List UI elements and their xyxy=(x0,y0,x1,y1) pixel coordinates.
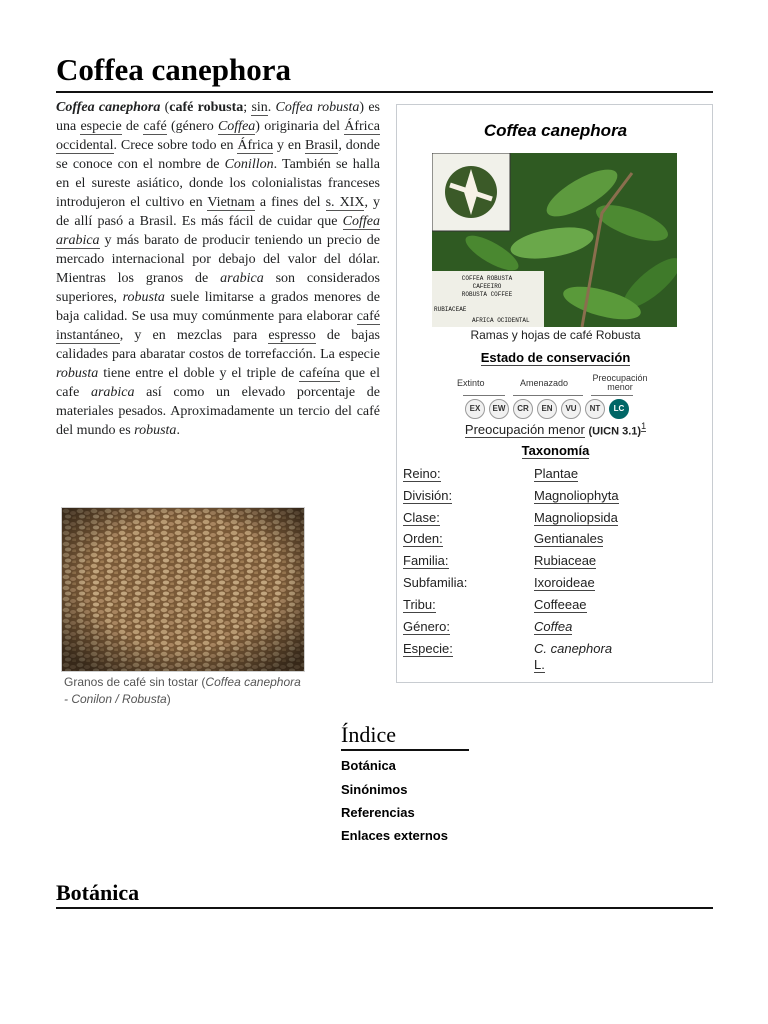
page-title: Coffea canephora xyxy=(56,52,292,87)
link-coffea-arabica[interactable]: Coffea arabica xyxy=(56,214,380,248)
coffee-beans-image[interactable] xyxy=(61,507,305,672)
rank-link[interactable]: Especie: xyxy=(403,641,453,656)
coffee-plant-image[interactable]: COFFEA ROBUSTA CAFEEIRO ROBUSTA COFFEE RUBIACEAE AFRICA OCIDENTAL xyxy=(432,153,677,327)
coffee-plant-illustration xyxy=(432,153,677,327)
link-africa-occidental[interactable]: África occidental xyxy=(56,119,380,153)
reference-1[interactable]: 1 xyxy=(641,421,647,431)
extinct-label: Extinto xyxy=(457,378,485,388)
link-espresso[interactable]: espresso xyxy=(268,328,316,343)
taxon-link[interactable]: Coffea xyxy=(534,619,573,634)
status-cr[interactable]: CR xyxy=(513,399,533,419)
link-coffea[interactable]: Coffea xyxy=(217,119,256,134)
plant-sign: COFFEA ROBUSTA CAFEEIRO ROBUSTA COFFEE xyxy=(461,275,513,298)
link-especie[interactable]: especie xyxy=(80,119,122,134)
link-sin[interactable]: sin xyxy=(251,100,268,115)
least-concern-label: Preocupación menor xyxy=(592,373,648,392)
rank-link[interactable]: Familia: xyxy=(403,553,449,568)
taxobox xyxy=(396,104,713,683)
rank-link[interactable]: Género: xyxy=(403,619,450,634)
taxon-link[interactable]: Gentianales xyxy=(534,531,604,546)
link-vietnam[interactable]: Vietnam xyxy=(207,195,255,210)
taxobox-title: Coffea canephora xyxy=(483,121,628,140)
status-link[interactable]: Preocupación menor xyxy=(464,422,585,438)
rank-link[interactable]: Clase: xyxy=(403,510,440,525)
intro-common-name: café robusta xyxy=(169,100,244,115)
link-cafe[interactable]: café xyxy=(143,119,167,134)
rank-link[interactable]: Orden: xyxy=(403,531,443,546)
rank-link[interactable]: Reino: xyxy=(403,466,441,481)
taxon-link[interactable]: Rubiaceae xyxy=(534,553,597,568)
toc-item-botanica[interactable]: Botánica xyxy=(341,758,396,773)
title-divider xyxy=(56,91,713,93)
section-heading-botanica: Botánica xyxy=(56,880,140,905)
taxonomy-heading[interactable]: Taxonomía xyxy=(521,443,590,458)
authority-link[interactable]: L. xyxy=(534,657,545,672)
toc-item-referencias[interactable]: Referencias xyxy=(341,805,415,820)
taxon-link[interactable]: Plantae xyxy=(534,466,579,481)
coffee-beans-illustration xyxy=(62,508,305,672)
conservation-heading[interactable]: Estado de conservación xyxy=(480,350,631,365)
toc-divider xyxy=(341,749,469,751)
threatened-range-line xyxy=(513,395,583,396)
status-lc[interactable]: LC xyxy=(609,399,629,419)
link-cafeina[interactable]: cafeína xyxy=(299,366,340,381)
taxon-link[interactable]: Magnoliophyta xyxy=(534,488,619,503)
link-siglo-xix[interactable]: s. XIX xyxy=(325,195,365,210)
taxon-link[interactable]: Coffeeae xyxy=(534,597,587,612)
status-ex[interactable]: EX xyxy=(465,399,485,419)
threatened-label: Amenazado xyxy=(520,378,569,388)
status-ew[interactable]: EW xyxy=(489,399,509,419)
rank-label: Subfamilia: xyxy=(403,575,468,590)
status-nt[interactable]: NT xyxy=(585,399,605,419)
toc-item-sinonimos[interactable]: Sinónimos xyxy=(341,782,408,797)
status-vu[interactable]: VU xyxy=(561,399,581,419)
coffee-beans-caption: Granos de café sin tostar (Coffea canephora - Conilon / Robusta) xyxy=(64,675,301,706)
link-africa[interactable]: África xyxy=(237,138,274,153)
toc-title: Índice xyxy=(341,722,396,747)
plant-image-caption: Ramas y hojas de café Robusta xyxy=(470,328,641,342)
status-source: (UICN 3.1) xyxy=(588,425,642,438)
link-brasil[interactable]: Brasil xyxy=(304,138,339,153)
intro-species-name: Coffea canephora xyxy=(56,100,161,115)
taxon-link[interactable]: Magnoliopsida xyxy=(534,510,618,525)
status-en[interactable]: EN xyxy=(537,399,557,419)
link-cafe-instantaneo[interactable]: café instantáneo xyxy=(56,309,380,343)
taxon-link[interactable]: Ixoroideae xyxy=(534,575,595,590)
rank-link[interactable]: División: xyxy=(403,488,453,503)
section-divider xyxy=(56,907,713,909)
toc-item-enlaces-externos[interactable]: Enlaces externos xyxy=(341,828,448,843)
species-name: C. canephora xyxy=(534,641,613,656)
rank-link[interactable]: Tribu: xyxy=(403,597,436,612)
conservation-status xyxy=(397,421,714,437)
intro-paragraph: Coffea canephora (café robusta; sin. Coffea robusta) es una especie de café (género Coffea) originaria del África occidental. Crece sobre todo en África y en Brasil, donde se conoce con el nombre de Conillon. También se halla en el sureste asiático, donde los colonialistas franceses introdujeron el cultivo en Vietnam a fines del s. XIX, y de allí pasó a Brasil. Es más fácil de cuidar que Coffea arabica y más barato de producir teniendo un precio de mercado internacional por debajo del valor del dólar. Mientras los granos de arabica son considerados superiores, robusta suele limitarse a grados menores de baja calidad. Se usa muy comúnmente para elaborar café instantáneo, y en mezclas para espresso de bajas calidades para abaratar costos de torrefacción. La especie robusta tiene entre el doble y el triple de cafeína que el cafe arabica así como un elevado porcentaje de materiales pesados. Aproximadamente un tercio del café del mundo es robusta. xyxy=(56,100,381,438)
low-risk-range-line xyxy=(591,395,633,396)
extinct-range-line xyxy=(463,395,505,396)
